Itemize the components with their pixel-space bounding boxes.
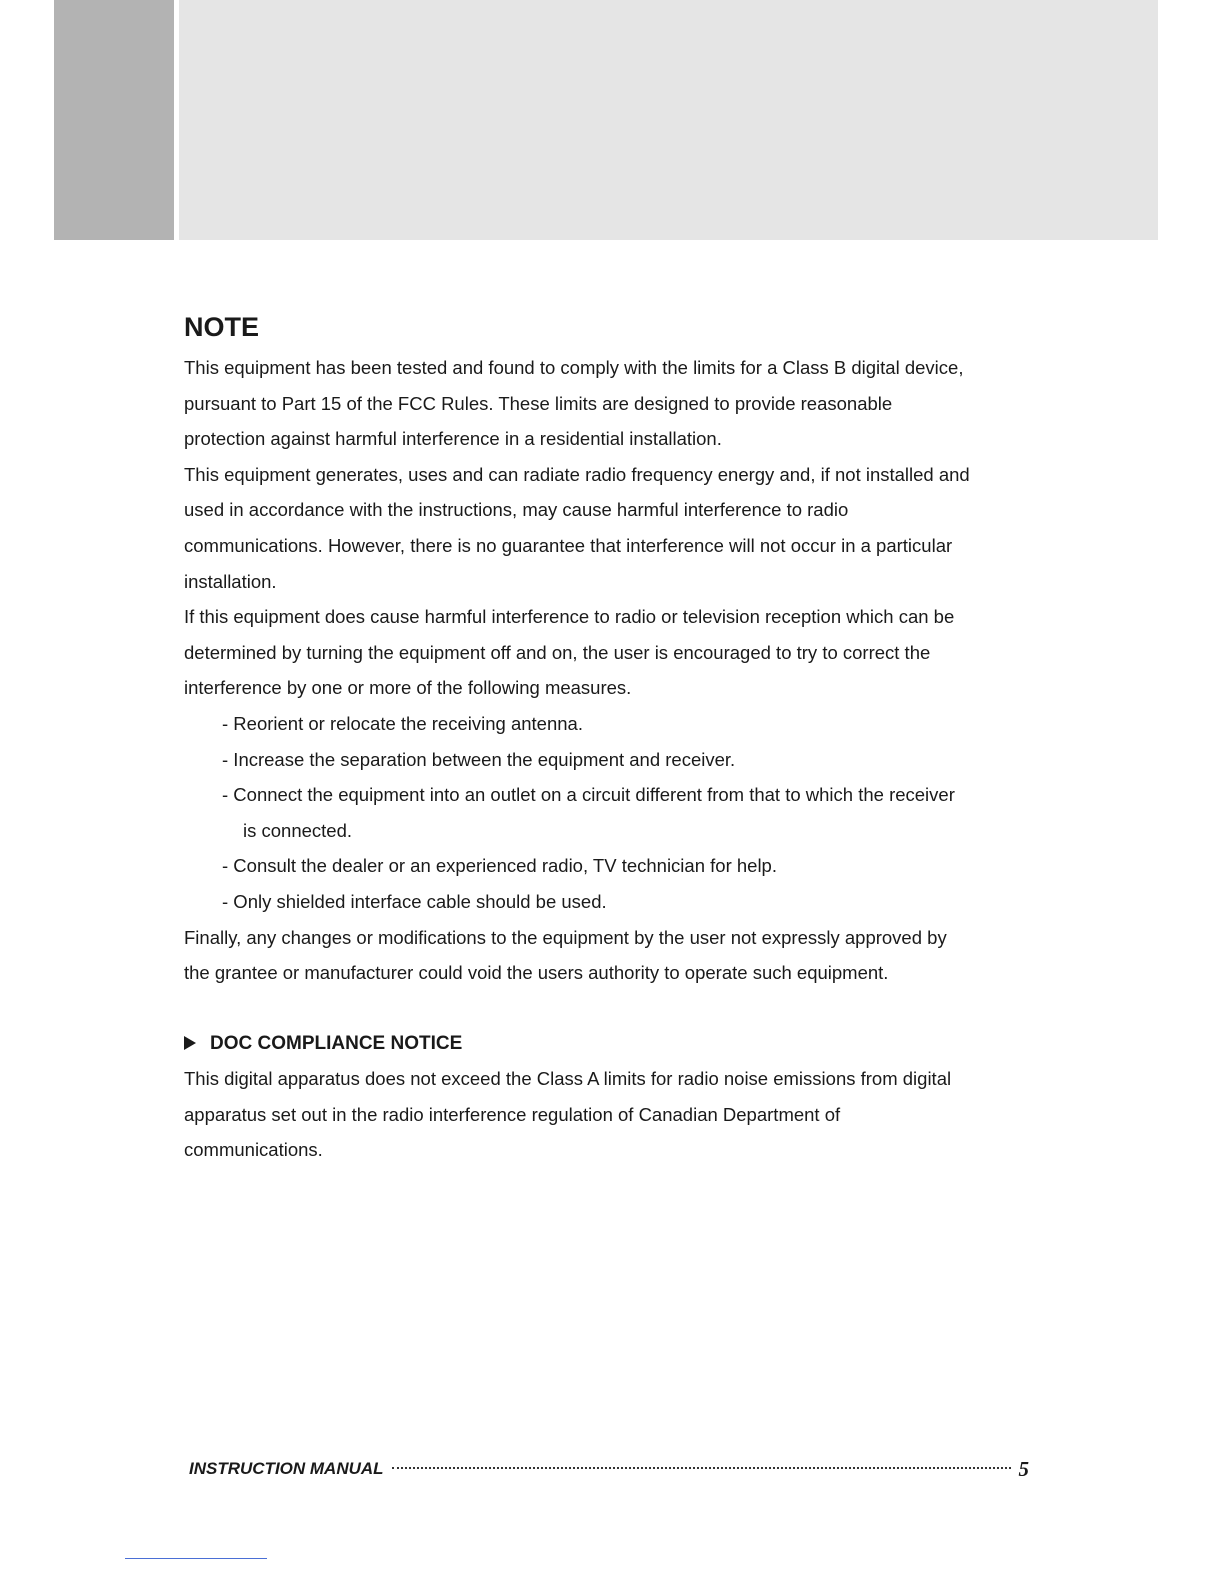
note-line: installation. (184, 570, 277, 592)
doc-line: communications. (184, 1139, 323, 1161)
doc-notice-heading (184, 1026, 1044, 1062)
footer-label: INSTRUCTION MANUAL (189, 1459, 384, 1478)
measures-list (184, 706, 1044, 920)
measure-item: - Reorient or relocate the receiving antenna. (222, 712, 583, 734)
note-closing (184, 920, 1044, 991)
closing-line: Finally, any changes or modifications to the equipment by the user not expressly approved by (184, 926, 947, 948)
measure-item-continuation: is connected. (243, 819, 353, 841)
note-title: NOTE (184, 312, 260, 342)
header-gray-block (54, 0, 174, 240)
measure-item: - Consult the dealer or an experienced radio, TV technician for help. (222, 855, 777, 877)
page-content (184, 308, 1044, 1168)
section-spacer (184, 991, 1044, 1026)
page-footer (189, 1455, 1029, 1483)
note-line: used in accordance with the instructions, may cause harmful interference to radio (184, 499, 849, 521)
doc-notice-title: DOC COMPLIANCE NOTICE (210, 1032, 463, 1054)
triangle-right-icon (184, 1036, 196, 1050)
doc-notice-body (184, 1061, 1044, 1168)
page-number: 5 (1018, 1456, 1029, 1481)
header-band (54, 0, 1158, 240)
closing-line: the grantee or manufacturer could void the users authority to operate such equipment. (184, 962, 889, 984)
note-line: If this equipment does cause harmful interference to radio or television reception which can be (184, 606, 955, 628)
note-line: pursuant to Part 15 of the FCC Rules. These limits are designed to provide reasonable (184, 392, 893, 414)
doc-line: This digital apparatus does not exceed the Class A limits for radio noise emissions from digital (184, 1068, 952, 1090)
note-body (184, 350, 1044, 706)
note-line: This equipment has been tested and found to comply with the limits for a Class B digital device, (184, 357, 964, 378)
footer-dot-leader (392, 1467, 1011, 1469)
measure-item: - Only shielded interface cable should be used. (222, 890, 607, 912)
measure-item: - Connect the equipment into an outlet on a circuit different from that to which the receiver (222, 784, 955, 806)
bottom-rule (125, 1558, 267, 1559)
note-line: interference by one or more of the following measures. (184, 677, 632, 699)
header-light-panel (179, 0, 1158, 240)
note-line: protection against harmful interference in a residential installation. (184, 428, 722, 450)
note-line: determined by turning the equipment off and on, the user is encouraged to try to correct the (184, 641, 931, 663)
note-line: communications. However, there is no guarantee that interference will not occur in a particular (184, 534, 953, 556)
doc-line: apparatus set out in the radio interference regulation of Canadian Department of (184, 1103, 841, 1125)
note-line: This equipment generates, uses and can radiate radio frequency energy and, if not installed and (184, 463, 970, 485)
measure-item: - Increase the separation between the equipment and receiver. (222, 748, 736, 770)
